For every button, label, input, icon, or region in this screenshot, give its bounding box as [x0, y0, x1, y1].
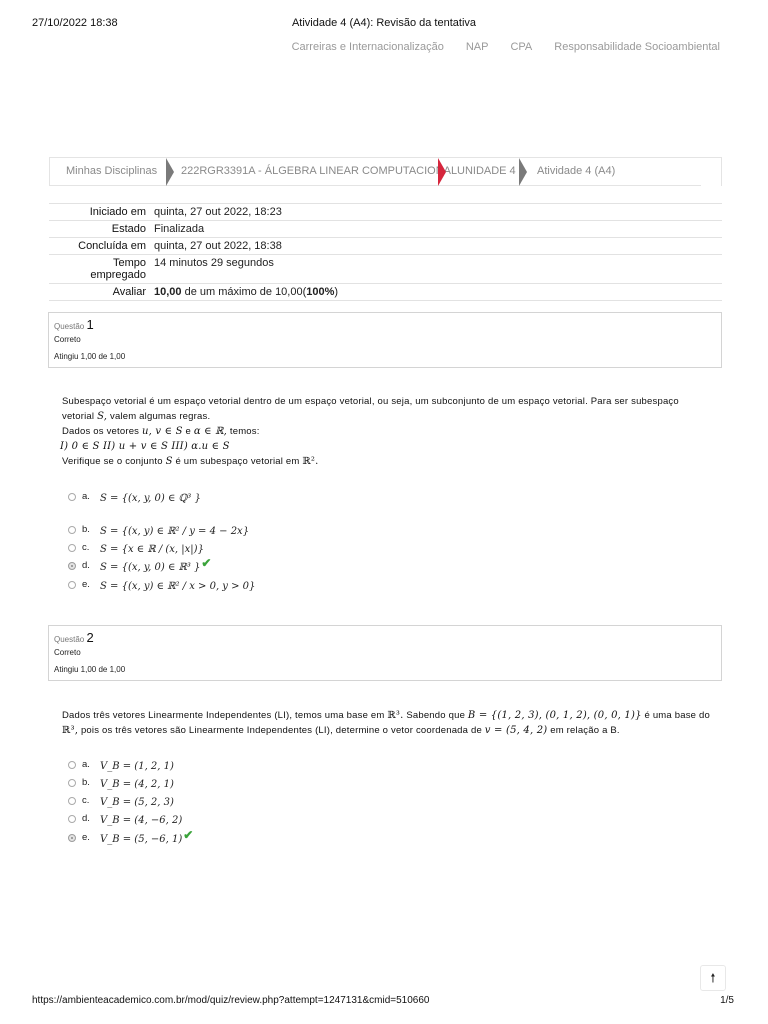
- summary-label: Iniciado em: [89, 206, 146, 218]
- question-number: Questão 2: [54, 630, 94, 645]
- summary-label: Estado: [111, 223, 146, 235]
- breadcrumb-divider: [49, 185, 701, 186]
- question-1-info: [48, 312, 722, 368]
- radio-button[interactable]: [68, 797, 76, 805]
- radio-button[interactable]: [68, 581, 76, 589]
- arrow-up-icon[interactable]: 🠕: [700, 965, 726, 991]
- radio-button[interactable]: [68, 779, 76, 787]
- summary-row: [49, 284, 722, 301]
- radio-button[interactable]: [68, 815, 76, 823]
- top-nav: [292, 41, 720, 53]
- q2-option-a[interactable]: a. V_B = (1, 2, 1): [68, 759, 174, 772]
- breadcrumb-separator-icon: [519, 158, 527, 186]
- correct-check-icon: ✔: [183, 828, 194, 842]
- summary-grade: 10,00 de um máximo de 10,00(100%): [154, 286, 339, 298]
- breadcrumb-separator-icon: [166, 158, 174, 186]
- question-status: Correto: [54, 648, 81, 657]
- question-2-info: [48, 625, 722, 681]
- nav-carreiras[interactable]: Carreiras e Internacionalização: [291, 41, 444, 53]
- summary-row: [49, 221, 722, 238]
- q1-option-d[interactable]: d. S = {(x, y, 0) ∈ ℝ³ } ✔: [68, 560, 211, 573]
- radio-button[interactable]: [68, 761, 76, 769]
- q2-option-e[interactable]: e. V_B = (5, −6, 1) ✔: [68, 832, 193, 845]
- radio-button-selected[interactable]: [68, 834, 76, 842]
- question-2-text: Dados três vetores Linearmente Independentes (LI), temos uma base em ℝ³. Sabendo que B = {(1, 2, 3), (0, 1, 2), (0, 0, 1)} é uma base do ℝ³, pois os três vetores são Linearmente Independentes (LI), determine o vetor coordenada de v = (5, 4, 2) em relação a B.: [62, 710, 710, 736]
- print-date: 27/10/2022 18:38: [32, 17, 118, 29]
- summary-row: [49, 238, 722, 255]
- summary-value: quinta, 27 out 2022, 18:38: [154, 240, 282, 252]
- question-1-text: Subespaço vetorial é um espaço vetorial dentro de um espaço vetorial, ou seja, um subconjunto de um espaço vetorial. Para ser subespaço vetorial S, valem algumas regras. Dados os vetores u, v ∈ S e α ∈ ℝ, temos: I) 0 ∈ S II) u + v ∈ S III) α.u ∈ S Verifique se o conjunto S é um subespaço vetorial em ℝ².: [60, 396, 679, 467]
- summary-value: Finalizada: [154, 223, 205, 235]
- summary-row: [49, 204, 722, 221]
- q2-option-d[interactable]: d. V_B = (4, −6, 2): [68, 813, 182, 826]
- summary-label: Tempo empregado: [90, 257, 146, 281]
- summary-label: Avaliar: [112, 286, 146, 298]
- breadcrumb-activity[interactable]: Atividade 4 (A4): [537, 165, 616, 177]
- question-score: Atingiu 1,00 de 1,00: [54, 665, 126, 674]
- attempt-summary: [49, 203, 722, 301]
- nav-nap[interactable]: NAP: [465, 41, 489, 53]
- radio-button-selected[interactable]: [68, 562, 76, 570]
- summary-value: 14 minutos 29 segundos: [154, 257, 274, 269]
- question-score: Atingiu 1,00 de 1,00: [54, 352, 126, 361]
- summary-value: quinta, 27 out 2022, 18:23: [154, 206, 282, 218]
- question-number: Questão 1: [54, 317, 94, 332]
- print-url: https://ambienteacademico.com.br/mod/quiz/review.php?attempt=1247131&cmid=510660: [32, 995, 430, 1006]
- correct-check-icon: ✔: [201, 556, 212, 570]
- summary-row: [49, 255, 722, 284]
- q1-option-e[interactable]: e. S = {(x, y) ∈ ℝ² / x > 0, y > 0}: [68, 579, 255, 592]
- question-status: Correto: [54, 335, 81, 344]
- q1-option-b[interactable]: b. S = {(x, y) ∈ ℝ² / y = 4 − 2x}: [68, 524, 249, 537]
- breadcrumb-minhas-disciplinas[interactable]: Minhas Disciplinas: [66, 165, 158, 177]
- nav-cpa[interactable]: CPA: [510, 41, 533, 53]
- print-title: Atividade 4 (A4): Revisão da tentativa: [291, 17, 477, 29]
- nav-responsabilidade[interactable]: Responsabilidade Socioambiental: [554, 41, 720, 53]
- breadcrumb-unit[interactable]: UNIDADE 4: [457, 165, 516, 177]
- radio-button[interactable]: [68, 544, 76, 552]
- summary-label: Concluída em: [78, 240, 146, 252]
- q2-option-b[interactable]: b. V_B = (4, 2, 1): [68, 777, 174, 790]
- radio-button[interactable]: [68, 493, 76, 501]
- print-page-number: 1/5: [720, 995, 734, 1006]
- radio-button[interactable]: [68, 526, 76, 534]
- q2-option-c[interactable]: c. V_B = (5, 2, 3): [68, 795, 174, 808]
- breadcrumb-course[interactable]: 222RGR3391A - ÁLGEBRA LINEAR COMPUTACIONAL: [181, 165, 458, 177]
- breadcrumb-separator-icon: [438, 158, 446, 186]
- q1-option-a[interactable]: a. S = {(x, y, 0) ∈ ℚ³ }: [68, 491, 201, 504]
- q1-option-c[interactable]: c. S = {x ∈ ℝ / (x, |x|)}: [68, 542, 204, 555]
